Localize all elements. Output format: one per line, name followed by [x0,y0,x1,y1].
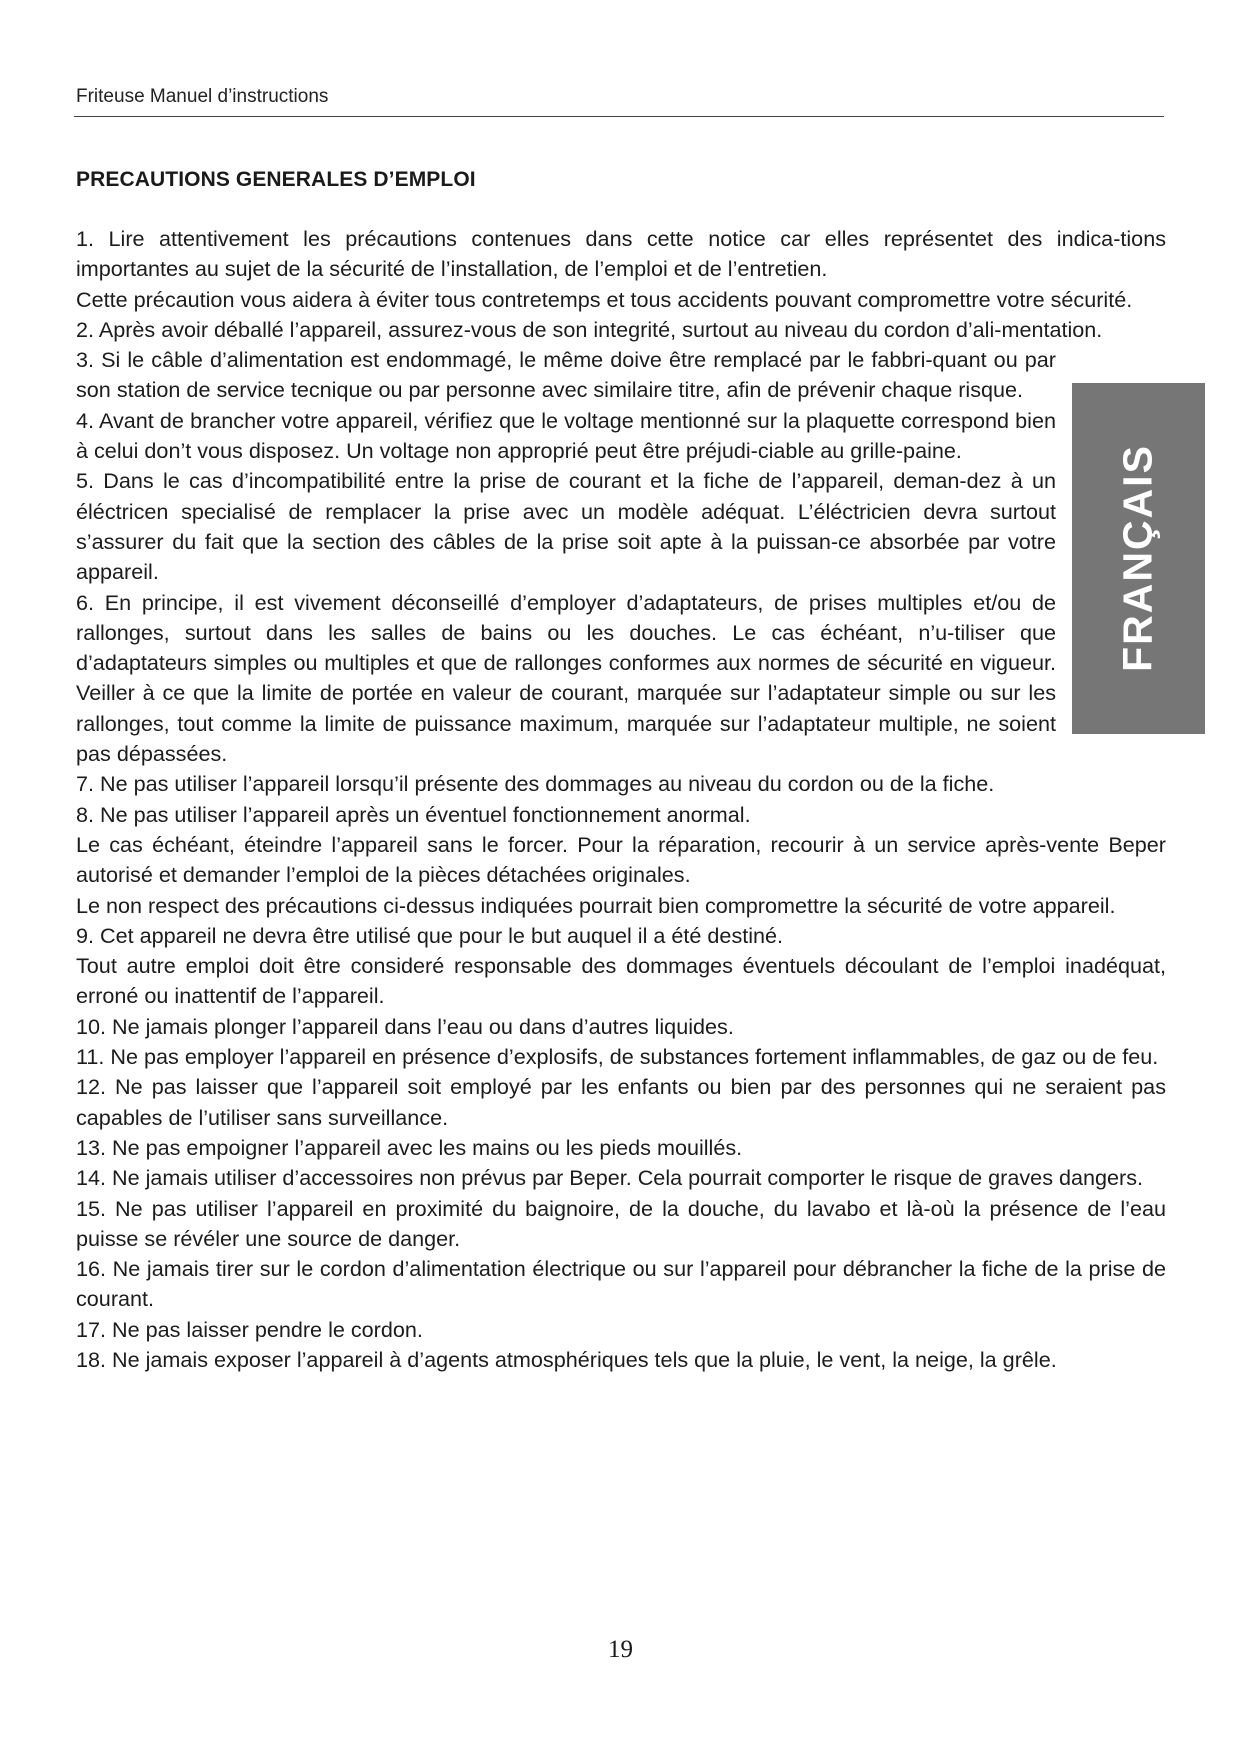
running-header: Friteuse Manuel d’instructions [76,86,329,107]
paragraph-5: 5. Dans le cas d’incompatibilité entre la prise de courant et la fiche de l’appareil, deman-dez à un éléctricen specialisé de remplacer la prise avec un modèle adéquat. L’éléctricien devra surtout s’assurer du fait que la section des câbles de la prise soit apte à la puissan-ce absorbée par votre appareil. [76,468,1056,585]
paragraph-1-continued: Cette précaution vous aidera à éviter tous contretemps et tous accidents pouvant compromettre votre sécurité. [76,286,1133,312]
paragraph-8-repair: Le cas échéant, éteindre l’appareil sans le forcer. Pour la réparation, recourir à un service après-vente Beper autorisé et demander l’emploi de la pièces détachées originales. [76,831,1166,888]
paragraph-7: 7. Ne pas utiliser l’appareil lorsqu’il présente des dommages au niveau du cordon ou de la fiche. [76,771,995,797]
paragraph-15: 15. Ne pas utiliser l’appareil en proximité du baignoire, de la douche, du lavabo et là-où la présence de l’eau puisse se révéler une source de danger. [76,1195,1166,1251]
paragraph-2: 2. Après avoir déballé l’appareil, assurez-vous de son integrité, surtout au niveau du cordon d’ali-mentation. [76,316,1103,342]
paragraph-9: 9. Cet appareil ne devra être utilisé que pour le but auquel il a été destiné. [76,922,784,948]
header-rule [74,116,1164,117]
paragraph-4: 4. Avant de brancher votre appareil, vérifiez que le voltage mentionné sur la plaquette correspond bien à celui don’t vous disposez. Un voltage non approprié peut être préjudi-ciable au grille-paine. [76,407,1056,464]
paragraph-16: 16. Ne jamais tirer sur le cordon d’alimentation électrique ou sur l’appareil pour débrancher la fiche de la prise de courant. [76,1256,1166,1312]
paragraph-8: 8. Ne pas utiliser l’appareil après un éventuel fonctionnement anormal. [76,801,751,827]
paragraph-9-continued: Tout autre emploi doit être consideré responsable des dommages éventuels découlant de l’emploi inadéquat, erroné ou inattentif de l’appareil. [76,953,1166,1009]
paragraph-1: 1. Lire attentivement les précautions contenues dans cette notice car elles représentet des indica-tions importantes au sujet de la sécurité de l’installation, de l’emploi et de l’entretien. [76,226,1166,282]
paragraph-17: 17. Ne pas laisser pendre le cordon. [76,1316,423,1342]
paragraph-10: 10. Ne jamais plonger l’appareil dans l’eau ou dans d’autres liquides. [76,1013,734,1039]
paragraph-13: 13. Ne pas empoigner l’appareil avec les mains ou les pieds mouillés. [76,1134,743,1160]
paragraph-3: 3. Si le câble d’alimentation est endommagé, le même doive être remplacé par le fabbri-quant ou par son station de service tecnique ou par personne avec similaire titre, afin de prévenir chaque risque. [76,347,1056,403]
section-title: PRECAUTIONS GENERALES D’EMPLOI [76,168,476,191]
paragraph-6: 6. En principe, il est vivement déconseillé d’employer d’adaptateurs, de prises multiples et/ou de rallonges, surtout dans les salles de bains ou les douches. Le cas échéant, n’u-tiliser que d’adaptateurs simples ou multiples et que de rallonges conformes aux normes de sécurité en vigueur. Veiller à ce que la limite de portée en valeur de courant, marquée sur l’adaptateur simple ou sur les rallonges, tout comme la limite de puissance maximum, marquée sur l’adaptateur multiple, ne soient pas dépassées. [76,589,1056,767]
body-text [76,224,1166,1375]
paragraph-8-warning: Le non respect des précautions ci-dessus indiquées pourrait bien compromettre la sécurité de votre appareil. [76,892,1116,918]
paragraph-12: 12. Ne pas laisser que l’appareil soit employé par les enfants ou bien par des personnes qui ne seraient pas capables de l’utiliser sans surveillance. [76,1074,1166,1130]
paragraph-14: 14. Ne jamais utiliser d’accessoires non prévus par Beper. Cela pourrait comporter le risque de graves dangers. [76,1165,1144,1191]
language-tab-label: FRANÇAIS [1114,444,1161,672]
paragraph-11: 11. Ne pas employer l’appareil en présence d’explosifs, de substances fortement inflammables, de gaz ou de feu. [76,1044,1159,1070]
paragraph-18: 18. Ne jamais exposer l’appareil à d’agents atmosphériques tels que la pluie, le vent, la neige, la grêle. [76,1346,1057,1372]
page-number: 19 [608,1636,633,1663]
language-tab [1072,383,1205,734]
